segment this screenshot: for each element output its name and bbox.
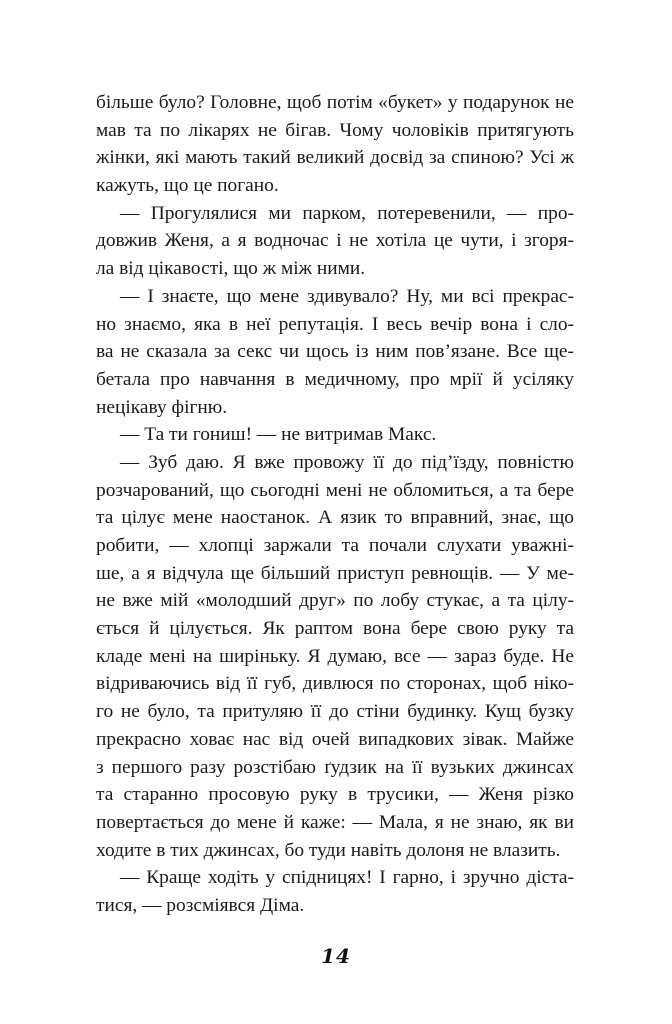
text-line: — Та ти гониш! — не витримав Макс. xyxy=(120,424,437,446)
text-line: кладе мені на ширіньку. Я думаю, все — зараз буде. Не xyxy=(96,645,574,667)
text-line: більше було? Головне, щоб потім «букет» у подарунок не xyxy=(96,92,574,113)
text-line: — Прогулялися ми парком, потеревенили, — про- xyxy=(120,202,574,224)
text-line: мав та по лікарях не бігав. Чому чоловіків притягують xyxy=(96,119,574,141)
text-line: та старанно просовую руку в трусики, — Женя різко xyxy=(96,784,574,806)
text-line: жінки, які мають такий великий досвід за спиною? Усі ж xyxy=(96,147,574,169)
text-line: кажуть, що це погано. xyxy=(96,175,279,197)
text-line: нецікаву фігню. xyxy=(96,396,228,418)
text-line: — І знаєте, що мене здивувало? Ну, ми всі прекрас- xyxy=(120,285,574,307)
text-line: бетала про навчання в медичному, про мрії й усіляку xyxy=(96,368,574,390)
text-line: ва не сказала за секс чи щось із ним пов’язане. Все ще- xyxy=(96,341,574,363)
text-line: відриваючись від її губ, дивлюся по сторонах, щоб ніко- xyxy=(96,673,574,695)
text-line: з першого разу розстібаю ґудзик на її вузьких джинсах xyxy=(96,756,574,778)
text-line: прекрасно ховає нас від очей випадкових зівак. Майже xyxy=(96,728,574,750)
text-line: ходите в тих джинсах, бо туди навіть долоня не влазить. xyxy=(96,839,561,861)
text-line: не вже мій «молодший друг» по лобу стукає, а та цілу- xyxy=(96,590,574,612)
text-line: робити, — хлопці заржали та почали слухати уважні- xyxy=(96,535,574,556)
text-line: го не було, та притуляю її до стіни будинку. Кущ бузку xyxy=(96,701,574,723)
text-line: ше, а я відчула ще більший приступ ревнощів. — У ме- xyxy=(96,562,574,584)
text-line: ється й цілується. Як раптом вона бере свою руку та xyxy=(96,618,574,640)
text-line: тися, — розсміявся Діма. xyxy=(96,894,305,916)
body-text xyxy=(96,89,574,920)
text-line: та цілує мене наостанок. А язик то вправний, знає, що xyxy=(96,507,574,529)
text-line: но знаємо, яка в неї репутація. І весь вечір вона і сло- xyxy=(96,313,574,335)
text-line: ла від цікавості, що ж між ними. xyxy=(96,258,366,280)
text-line: розчарований, що сьогодні мені не обломиться, а та бере xyxy=(96,479,574,501)
text-line: довжив Женя, а я водночас і не хотіла це чути, і згоря- xyxy=(96,230,574,252)
text-line: — Краще ходіть у спідницях! І гарно, і зручно діста- xyxy=(120,867,574,889)
text-line: — Зуб даю. Я вже провожу її до під’їзду, повністю xyxy=(120,451,574,473)
page-number: 14 xyxy=(321,944,351,968)
text-line: повертається до мене й каже: — Мала, я не знаю, як ви xyxy=(96,811,574,833)
